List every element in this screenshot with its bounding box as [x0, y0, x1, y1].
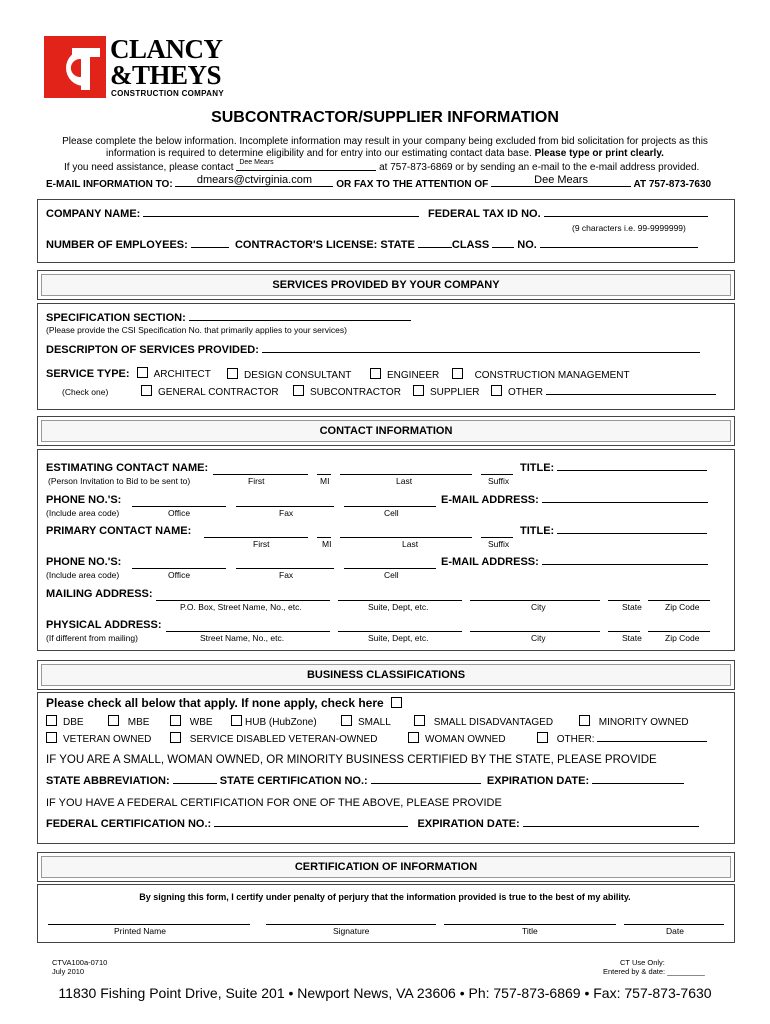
license-no-label: NO.: [517, 239, 537, 251]
contact-name-value: Dee Mears: [239, 159, 274, 166]
service-type-row-1: [46, 367, 211, 380]
desc-label: DESCRIPTON OF SERVICES PROVIDED:: [46, 344, 259, 356]
mailing-street-caption: P.O. Box, Street Name, No., etc.: [180, 602, 302, 612]
intro-line-3: [64, 160, 699, 173]
option-other: OTHER: [508, 387, 543, 398]
class-other-field[interactable]: [597, 741, 707, 742]
class-woman-owned: WOMAN OWNED: [425, 734, 506, 745]
est-contact-label: ESTIMATING CONTACT NAME:: [46, 462, 209, 474]
class-woman-wrap: [408, 732, 506, 745]
mailing-street-field[interactable]: [156, 588, 330, 601]
physical-suite-caption: Suite, Dept, etc.: [368, 633, 429, 643]
primary-mi-field[interactable]: [317, 525, 331, 538]
est-suffix-field[interactable]: [481, 462, 513, 475]
state-question: IF YOU ARE A SMALL, WOMAN OWNED, OR MINORITY BUSINESS CERTIFIED BY THE STATE, PLEASE PROVIDE: [46, 754, 657, 766]
option-engineer: ENGINEER: [387, 370, 440, 381]
primary-title-label: TITLE:: [520, 525, 555, 537]
mailing-state-field[interactable]: [608, 588, 640, 601]
logo-line-3: CONSTRUCTION COMPANY: [111, 89, 224, 98]
physical-zip-caption: Zip Code: [665, 633, 700, 643]
tax-id-hint: (9 characters i.e. 99-9999999): [572, 223, 686, 233]
title-caption: Title: [522, 926, 538, 936]
cell-caption-1: Cell: [384, 508, 399, 518]
checkbox-wbe[interactable]: [170, 715, 181, 726]
company-name-row: [46, 208, 419, 220]
class-sdb-wrap: [414, 715, 553, 728]
employees-field[interactable]: [191, 247, 229, 248]
est-suffix-caption: Suffix: [488, 476, 510, 486]
class-sdvo-wrap: [170, 732, 377, 745]
services-header: SERVICES PROVIDED BY YOUR COMPANY: [37, 270, 735, 300]
mailing-zip-caption: Zip Code: [665, 602, 700, 612]
date-caption: Date: [666, 926, 684, 936]
license-state-label: CONTRACTOR'S LICENSE: STATE: [234, 239, 415, 251]
email-address-label-1: E-MAIL ADDRESS:: [441, 494, 539, 506]
date-field[interactable]: [624, 912, 724, 925]
primary-suffix-caption: Suffix: [488, 539, 510, 549]
logo-line-1: CLANCY: [110, 34, 223, 64]
primary-suffix-field[interactable]: [481, 525, 513, 538]
class-hub-wrap: [231, 715, 317, 728]
signature-caption: Signature: [333, 926, 370, 936]
other-service-field[interactable]: [546, 394, 716, 395]
company-name-label: COMPANY NAME:: [46, 208, 141, 220]
checkbox-woman-owned[interactable]: [408, 732, 419, 743]
checkbox-hub[interactable]: [231, 715, 242, 726]
fed-cert-label: FEDERAL CERTIFICATION NO.:: [46, 818, 212, 830]
est-hint: (Person Invitation to Bid to be sent to): [48, 476, 191, 486]
email-address-label-2: E-MAIL ADDRESS:: [441, 556, 539, 568]
primary-last-caption: Last: [402, 539, 419, 549]
phone-cell-field-1[interactable]: [344, 494, 436, 507]
primary-first-caption: First: [253, 539, 270, 549]
business-check-row: [46, 696, 408, 710]
class-label: CLASS: [451, 239, 490, 251]
state-abbr-label: STATE ABBREVIATION: [46, 775, 166, 787]
spec-row: [46, 312, 411, 324]
physical-zip-field[interactable]: [648, 619, 710, 632]
checkbox-sdvo[interactable]: [170, 732, 181, 743]
checkbox-dbe[interactable]: [46, 715, 57, 726]
form-date: July 2010: [52, 967, 85, 976]
fed-cert-row: [46, 818, 699, 830]
intro-line-2b: Please type or print clearly.: [534, 148, 664, 159]
signature-field[interactable]: [266, 912, 436, 925]
title-field[interactable]: [444, 912, 616, 925]
class-mbe-wrap: [108, 715, 149, 728]
footer-address: 11830 Fishing Point Drive, Suite 201 • Newport News, VA 23606 • Ph: 757-873-6869 • Fax: 757-873-7630: [58, 985, 712, 1001]
checkbox-mbe[interactable]: [108, 715, 119, 726]
phone-office-field-1[interactable]: [132, 494, 226, 507]
physical-state-caption: State: [622, 633, 642, 643]
fed-exp-field[interactable]: [523, 826, 699, 827]
class-dbe-wrap: [46, 715, 84, 728]
email-address-field-2[interactable]: [542, 564, 708, 565]
state-exp-label: EXPIRATION DATE: [486, 775, 586, 787]
option-gc-wrap: [141, 385, 279, 398]
checkbox-none-apply[interactable]: [391, 697, 402, 708]
est-title-row: [520, 462, 707, 474]
state-exp-field[interactable]: [592, 783, 684, 784]
physical-city-caption: City: [531, 633, 546, 643]
intro-line-3a: If you need assistance, please contact: [64, 162, 234, 173]
tax-id-row: [428, 208, 708, 220]
option-subcontractor: SUBCONTRACTOR: [310, 387, 401, 398]
checkbox-general-contractor[interactable]: [141, 385, 152, 396]
intro-line-2a: information is required to determine eligibility and for entry into our estimating contact data base.: [106, 148, 532, 159]
license-state-field[interactable]: [418, 247, 452, 248]
office-caption-2: Office: [168, 570, 191, 580]
phone-label-1: PHONE NO.'S:: [46, 494, 122, 506]
contact-header: CONTACT INFORMATION: [37, 416, 735, 446]
class-other-wrap: [537, 732, 707, 745]
checkbox-supplier[interactable]: [413, 385, 424, 396]
entered-by: Entered by & date: _________: [603, 967, 705, 976]
mailing-city-field[interactable]: [470, 588, 600, 601]
mailing-suite-field[interactable]: [338, 588, 462, 601]
cert-statement: By signing this form, I certify under penalty of perjury that the information provided is true to the best of my ability.: [139, 892, 631, 902]
fax-number: AT 757-873-7630: [633, 179, 712, 190]
intro-line-1: Please complete the below information. Incomplete information may result in your company being excluded from bid solicitation for projects as this: [62, 136, 708, 147]
state-abbr-field[interactable]: [173, 783, 217, 784]
fed-cert-field[interactable]: [214, 826, 408, 827]
class-other: OTHER:: [556, 734, 595, 745]
logo-line-2: &THEYS: [110, 60, 222, 90]
phone-label-2: PHONE NO.'S:: [46, 556, 122, 568]
class-veteran-wrap: [46, 732, 151, 745]
class-wbe: WBE: [189, 717, 213, 728]
primary-contact-label: PRIMARY CONTACT NAME:: [46, 525, 192, 537]
ct-logo-mark: [44, 36, 106, 98]
option-cm-wrap: [452, 368, 630, 381]
business-header: BUSINESS CLASSIFICATIONS: [37, 660, 735, 690]
est-mi-field[interactable]: [317, 462, 331, 475]
class-dbe: DBE: [63, 717, 84, 728]
class-mbe: MBE: [127, 717, 150, 728]
checkbox-construction-management[interactable]: [452, 368, 463, 379]
fax-caption-1: Fax: [279, 508, 294, 518]
cert-header: CERTIFICATION OF INFORMATION: [37, 852, 735, 882]
printed-name-caption: Printed Name: [114, 926, 166, 936]
check-one-hint: (Check one): [62, 387, 109, 397]
physical-street-caption: Street Name, No., etc.: [200, 633, 285, 643]
class-minority-wrap: [579, 715, 689, 728]
class-field[interactable]: [492, 247, 514, 248]
email-row: [46, 174, 712, 191]
est-mi-caption: MI: [320, 476, 330, 486]
phone-fax-field-1[interactable]: [236, 494, 334, 507]
federal-question: IF YOU HAVE A FEDERAL CERTIFICATION FOR ONE OF THE ABOVE, PLEASE PROVIDE: [46, 797, 502, 809]
physical-street-field[interactable]: [166, 619, 330, 632]
fed-exp-label: EXPIRATION DATE:: [417, 818, 520, 830]
phone-hint-2: (Include area code): [46, 570, 120, 580]
primary-title-field[interactable]: [557, 533, 707, 534]
class-small: SMALL: [358, 717, 391, 728]
spec-field[interactable]: [189, 320, 411, 321]
est-first-field[interactable]: [213, 462, 308, 475]
desc-row: [46, 344, 700, 356]
physical-hint: (If different from mailing): [46, 633, 138, 643]
phone-cell-field-2[interactable]: [344, 556, 436, 569]
checkbox-veteran-owned[interactable]: [46, 732, 57, 743]
checkbox-design-consultant[interactable]: [227, 368, 238, 379]
checkbox-small-disadvantaged[interactable]: [414, 715, 425, 726]
checkbox-class-other[interactable]: [537, 732, 548, 743]
license-no-field[interactable]: [540, 247, 698, 248]
primary-title-row: [520, 525, 707, 537]
form-number: CTVA100a-0710: [52, 958, 108, 967]
spec-hint: (Please provide the CSI Specification No. that primarily applies to your services): [46, 325, 347, 335]
cell-caption-2: Cell: [384, 570, 399, 580]
class-small-disadvantaged: SMALL DISADVANTAGED: [433, 717, 554, 728]
option-general-contractor: GENERAL CONTRACTOR: [158, 387, 279, 398]
est-title-field[interactable]: [557, 470, 707, 471]
option-engineer-wrap: [370, 368, 439, 381]
tax-id-label: FEDERAL TAX ID NO.: [428, 208, 541, 220]
state-cert-label: STATE CERTIFICATION NO.: [219, 775, 364, 787]
state-cert-field[interactable]: [371, 783, 481, 784]
email-address-row-2: [441, 556, 708, 568]
class-sdvo: SERVICE DISABLED VETERAN-OWNED: [189, 734, 378, 745]
email-address-row-1: [441, 494, 708, 506]
est-title-label: TITLE:: [520, 462, 555, 474]
option-design-consultant: DESIGN CONSULTANT: [244, 370, 352, 381]
ct-use-only: CT Use Only:: [620, 958, 665, 967]
option-supplier: SUPPLIER: [430, 387, 480, 398]
office-caption-1: Office: [168, 508, 191, 518]
service-type-label: SERVICE TYPE:: [46, 368, 130, 380]
est-last-field[interactable]: [340, 462, 472, 475]
fax-attention-field[interactable]: Dee Mears: [491, 174, 631, 187]
spec-label: SPECIFICATION SECTION:: [46, 312, 186, 324]
checkbox-subcontractor[interactable]: [293, 385, 304, 396]
mailing-state-caption: State: [622, 602, 642, 612]
primary-last-field[interactable]: [340, 525, 472, 538]
intro-line-3b: at 757-873-6869 or by sending an e-mail to the e-mail address provided.: [379, 162, 700, 173]
desc-field[interactable]: [262, 352, 700, 353]
checkbox-engineer[interactable]: [370, 368, 381, 379]
mailing-zip-field[interactable]: [648, 588, 710, 601]
option-supplier-wrap: [413, 385, 479, 398]
employees-row: [46, 239, 698, 251]
intro-line-2: [0, 148, 770, 159]
class-wbe-wrap: [170, 715, 213, 728]
email-field[interactable]: dmears@ctvirginia.com: [175, 174, 333, 187]
mailing-city-caption: City: [531, 602, 546, 612]
primary-mi-caption: MI: [322, 539, 332, 549]
option-architect: ARCHITECT: [153, 369, 211, 380]
option-other-wrap: [491, 385, 716, 398]
printed-name-field[interactable]: [48, 912, 250, 925]
physical-city-field[interactable]: [470, 619, 600, 632]
class-veteran-owned: VETERAN OWNED: [63, 734, 152, 745]
checkbox-small[interactable]: [341, 715, 352, 726]
option-design-consultant-wrap: [227, 368, 351, 381]
company-name-field[interactable]: [143, 216, 419, 217]
phone-office-field-2[interactable]: [132, 556, 226, 569]
employees-label: NUMBER OF EMPLOYEES:: [46, 239, 188, 251]
physical-state-field[interactable]: [608, 619, 640, 632]
physical-address-label: PHYSICAL ADDRESS:: [46, 619, 162, 631]
primary-first-field[interactable]: [204, 525, 308, 538]
fax-attention-label: OR FAX TO THE ATTENTION OF: [336, 179, 489, 190]
form-title: SUBCONTRACTOR/SUPPLIER INFORMATION: [211, 109, 559, 126]
class-hub: HUB (HubZone): [245, 717, 317, 728]
contact-name-field[interactable]: [236, 160, 376, 171]
company-logo: [44, 34, 224, 102]
est-first-caption: First: [248, 476, 265, 486]
phone-hint-1: (Include area code): [46, 508, 120, 518]
class-minority-owned: MINORITY OWNED: [598, 717, 689, 728]
option-sub-wrap: [293, 385, 401, 398]
checkbox-architect[interactable]: [137, 367, 148, 378]
class-small-wrap: [341, 715, 391, 728]
tax-id-field[interactable]: [544, 216, 708, 217]
phone-fax-field-2[interactable]: [236, 556, 334, 569]
checkbox-minority-owned[interactable]: [579, 715, 590, 726]
email-address-field-1[interactable]: [542, 502, 708, 503]
fax-caption-2: Fax: [279, 570, 294, 580]
state-cert-row: STATE ABBREVIATION: STATE CERTIFICATION NO.: EXPIRATION DATE:: [46, 775, 684, 787]
mailing-address-label: MAILING ADDRESS:: [46, 588, 153, 600]
est-last-caption: Last: [396, 476, 413, 486]
checkbox-other[interactable]: [491, 385, 502, 396]
email-label: E-MAIL INFORMATION TO:: [46, 179, 173, 190]
business-check-label: Please check all below that apply. If none apply, check here: [46, 696, 384, 710]
option-construction-management: CONSTRUCTION MANAGEMENT: [474, 370, 630, 381]
mailing-suite-caption: Suite, Dept, etc.: [368, 602, 429, 612]
physical-suite-field[interactable]: [338, 619, 462, 632]
